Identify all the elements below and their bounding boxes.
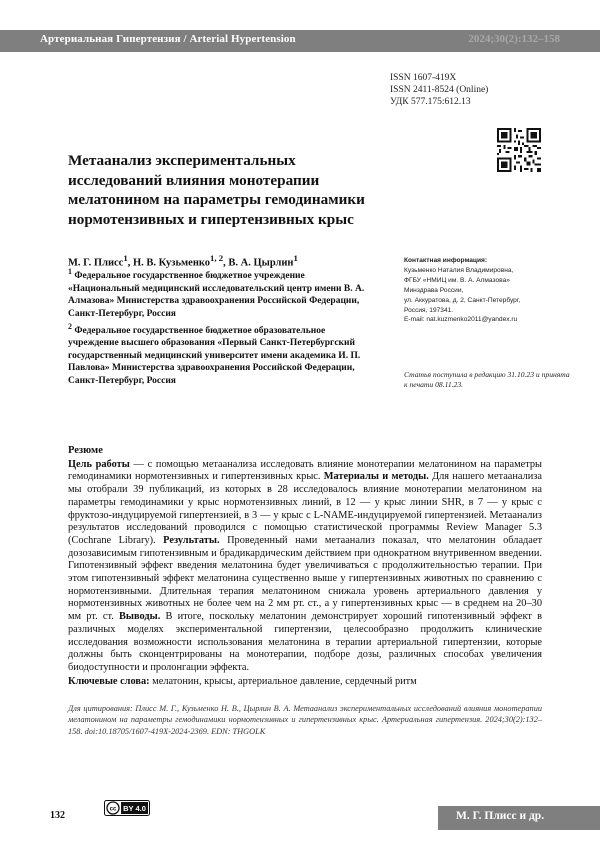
author-name: Н. В. Кузьменко bbox=[132, 257, 211, 269]
affiliations bbox=[68, 266, 378, 388]
affiliation-item bbox=[68, 266, 378, 321]
qr-code-icon bbox=[497, 128, 541, 172]
identifiers-block bbox=[390, 72, 488, 108]
affiliation-number: 1 bbox=[68, 267, 72, 276]
conclusions-label: Выводы. bbox=[119, 611, 161, 623]
affiliation-text: Федеральное государственное бюджетное образовательное учреждение высшего образования «Первый Санкт-Петербургский государственный медицинский университет имени академика И. П. Павлова» Министерства здравоохранения Российской Федерации, Санкт-Петербург, Россия bbox=[68, 325, 361, 387]
author-affiliation-marker: 1, 2 bbox=[210, 253, 224, 263]
keywords-label: Ключевые слова: bbox=[68, 675, 150, 687]
contact-line: Кузьменко Наталия Владимировна, bbox=[404, 266, 514, 274]
contact-info bbox=[404, 256, 574, 325]
results-text: Проведенный нами метаанализ показал, что мелатонин обладает дозозависимым гипотензивным и брадикардическим действием при однократном внутривенном введении. Гипотензивный эффект введения мелатонина будет увеличиваться с продолжительностью терапии. При этом гипотензивный эффект мелатонина существенно выше у гипертензивных животных по сравнению с нормотензивными. Длительная терапия мелатонином снижала уровень артериального давления у нормотензивных животных не более чем на 2 мм рт. ст., а у гипертензивных крыс — в среднем на 20–30 мм рт. ст. bbox=[68, 534, 542, 623]
page-number: 132 bbox=[50, 810, 65, 821]
contact-line: Минздрава России, bbox=[404, 286, 464, 294]
abstract-section bbox=[68, 445, 542, 688]
results-label: Результаты. bbox=[163, 534, 220, 546]
issn-print: ISSN 1607-419X bbox=[390, 73, 457, 83]
abstract-heading: Резюме bbox=[68, 445, 103, 456]
keywords-text: мелатонин, крысы, артериальное давление, сердечный ритм bbox=[149, 675, 417, 687]
conclusions-text: В итоге, поскольку мелатонин демонстрирует хороший гипотензивный эффект в различных моделях экспериментальной гипертензии, целесообразно продолжить клинические исследования возможности использования мелатонина в терапии артериальной гипертензии, которые должны быть сконцентрированы на монотерапии, подборе дозы, различных способах увеличения биодоступности и пролонгации эффекта. bbox=[68, 611, 543, 673]
article-title: Метаанализ экспериментальных исследований влияния монотерапии мелатонином на параметры гемодинамики нормотензивных и гипертензивных крыс bbox=[68, 152, 365, 228]
license-label: BY 4.0 bbox=[123, 803, 146, 813]
journal-name: Артериальная Гипертензия / Arterial Hypertension bbox=[40, 33, 296, 45]
keywords bbox=[68, 676, 542, 689]
received-note: Статья поступила в редакцию 31.10.23 и принята к печати 08.11.23. bbox=[404, 370, 570, 390]
contact-line: ФГБУ «НМИЦ им. В. А. Алмазова» bbox=[404, 276, 510, 284]
author-separator: , bbox=[223, 257, 229, 269]
author-separator: , bbox=[127, 257, 133, 269]
contact-email: E-mail: nat.kuzmenko2011@yandex.ru bbox=[404, 316, 518, 324]
methods-text: Для нашего метаанализа мы отобрали 39 публикаций, из которых в 28 исследовалось влияние монотерапии мелатонином на параметры гемодинамики у крыс нормотензивных линий, в 12 — у крыс линии SHR, в 7 — у крыс с фруктозо-индуцируемой гипертензией, в 3 — у крыс с L-NAME-индуцируемой гипертензией. Метаанализ результатов исследований проводился с помощью статистической программы Review Manager 5.3 (Cochrane Library). bbox=[68, 471, 542, 546]
affiliation-text: Федеральное государственное бюджетное учреждение «Национальный медицинский исследовательский центр имени В. А. Алмазова» Министерства здравоохранения Российской Федерации, Санкт-Петербург, Россия bbox=[68, 271, 365, 319]
issue-info: 2024;30(2):132–158 bbox=[468, 33, 560, 45]
issn-online: ISSN 2411-8524 (Online) bbox=[390, 85, 489, 95]
contact-heading: Контактная информация: bbox=[404, 257, 488, 264]
journal-header-bar bbox=[0, 30, 600, 52]
author-affiliation-marker: 1 bbox=[123, 253, 128, 263]
aim-text: — с помощью метаанализа исследовать влияние монотерапии мелатонином на параметры гемодинамики нормотензивных и гипертензивных крыс. bbox=[68, 458, 542, 483]
cc-mark: cc bbox=[109, 806, 117, 813]
udk-code: УДК 577.175:612.13 bbox=[390, 97, 471, 107]
contact-line: Россия, 197341. bbox=[404, 306, 454, 314]
affiliation-number: 2 bbox=[68, 321, 72, 331]
abstract-body bbox=[68, 459, 542, 675]
citation-note: Для цитирования: Плисс М. Г., Кузьменко Н. В., Цырлин В. А. Метаанализ экспериментальных исследований влияния монотерапии мелатонином на параметры гемодинамики нормотензивных и гипертензивных крыс. Артериальная гипертензия. 2024;30(2):132–158. doi:10.18705/1607-419X-2024-2369. EDN: THGOLK bbox=[68, 704, 542, 736]
running-authors: М. Г. Плисс и др. bbox=[456, 810, 545, 822]
author-name: М. Г. Плисс bbox=[68, 257, 124, 269]
affiliation-item bbox=[68, 321, 378, 388]
author-name: В. А. Цырлин bbox=[228, 257, 294, 269]
author-affiliation-marker: 1 bbox=[293, 253, 298, 263]
aim-label: Цель работы bbox=[68, 458, 130, 470]
cc-by-license-icon[interactable] bbox=[104, 800, 150, 816]
contact-line: ул. Аккуратова, д. 2, Санкт-Петербург, bbox=[404, 296, 521, 304]
footer-running-head bbox=[438, 806, 600, 830]
methods-label: Материалы и методы. bbox=[323, 471, 429, 483]
